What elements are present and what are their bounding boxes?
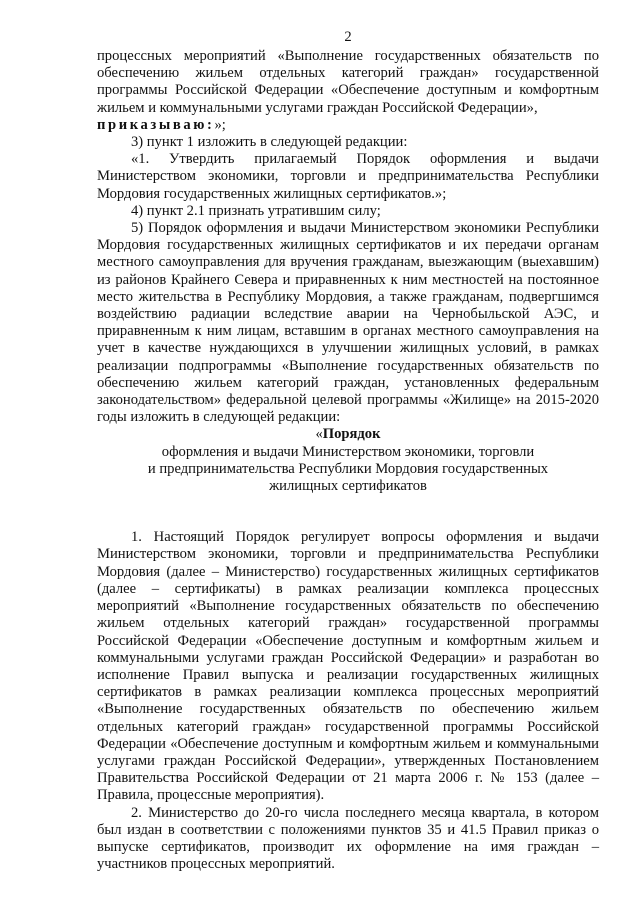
section-2: 2. Министерство до 20-го числа последнего месяца квартала, в котором был издан в соответствии с положениями пунктов 35 и 41.5 Правил приказ о выпуске сертификатов, производит их оформление на имя граждан – участников процессных мероприятий. <box>97 804 599 873</box>
paragraph-preamble <box>97 48 599 134</box>
section-1: 1. Настоящий Порядок регулирует вопросы оформления и выдачи Министерством экономики, торговли и предпринимательства Республики Мордовия (далее – Министерство) государственных жилищных сертификатов (далее – сертификаты) в рамках реализации комплекса процессных мероприятий «Выполнение государственных обязательств по обеспечению жильем отдельных категорий граждан» государственной программы Российской Федерации «Обеспечение доступным и комфортным жильем и коммунальными услугами граждан Российской Федерации» и разработан во исполнение Правил выпуска и реализации государственных жилищных сертификатов в рамках реализации комплекса процессных мероприятий «Выполнение государственных обязательств по обеспечению жильем отдельных категорий граждан» государственной программы Российской Федерации «Обеспечение доступным и комфортным жильем и коммунальными услугами граждан Российской Федерации», утвержденных Постановлением Правительства Российской Федерации от 21 марта 2006 г. № 153 (далее – Правила, процессные мероприятия). <box>97 529 599 804</box>
order-title <box>97 426 599 495</box>
page-number: 2 <box>344 29 352 45</box>
title-quote: « <box>315 426 323 443</box>
paragraph-item-5: 5) Порядок оформления и выдачи Министерством экономики Республики Мордовия государственных жилищных сертификатов и их передачи органам местного самоуправления для вручения гражданам, выезжающим (выехавшим) из районов Крайнего Севера и приравненных к ним местностей на постоянное место жительства в Республику Мордовия, а также гражданам, подвергшимся воздействию радиации вследствие аварии на Чернобыльской АЭС, и приравненным к ним лицам, вставшим в органах местного самоуправления на учет в качестве нуждающихся в улучшении жилищных условий, в рамках реализации подпрограммы «Выполнение государственных обязательств по обеспечению жильем категорий граждан, установленных федеральным законодательством» федеральной целевой программы «Жилище» на 2015-2020 годы изложить в следующей редакции: <box>97 220 599 426</box>
order-tail: »; <box>214 116 226 133</box>
title-heading <box>97 426 599 443</box>
spacer <box>97 495 599 529</box>
title-line-1: оформления и выдачи Министерством экономики, торговли <box>161 443 535 460</box>
preamble-text: процессных мероприятий «Выполнение государственных обязательств по обеспечению жильем отдельных категорий граждан» государственной программы Российской Федерации «Обеспечение доступным и комфортным жильем и коммунальными услугами граждан Российской Федерации», <box>97 48 599 116</box>
order-word: приказываю: <box>97 116 215 133</box>
title-heading-word: Порядок <box>322 426 381 443</box>
title-line-2: и предпринимательства Республики Мордовия государственных <box>147 460 549 477</box>
paragraph-item-4: 4) пункт 2.1 признать утратившим силу; <box>131 202 381 219</box>
document-body <box>97 48 599 873</box>
paragraph-item-3: 3) пункт 1 изложить в следующей редакции: <box>131 134 408 151</box>
paragraph-item-3-text: «1. Утвердить прилагаемый Порядок оформления и выдачи Министерством экономики, торговли и предпринимательства Республики Мордовия государственных жилищных сертификатов.»; <box>97 151 599 202</box>
title-line-3: жилищных сертификатов <box>269 478 427 495</box>
